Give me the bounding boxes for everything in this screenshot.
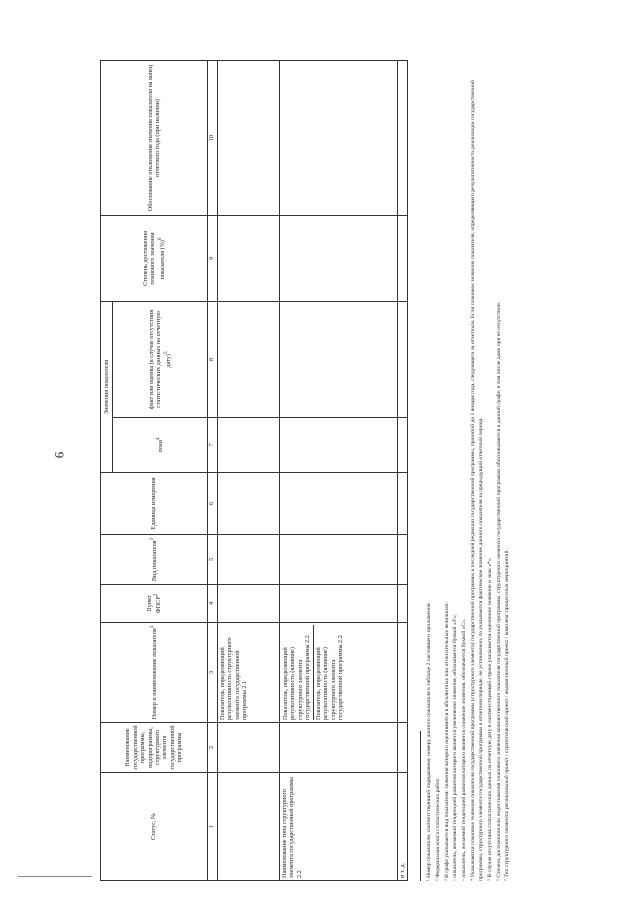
footnote: ⁶ Степень достижения или недостижения планового значения количественного показателя государственной программы, структурного элемента государственной программы обосновывается в данной графе, в том числе даже при ее отсутствии. <box>495 301 502 881</box>
column-number: 1 <box>208 773 218 881</box>
footnote: ⁷ Тип структурного элемента: региональный проект / стратегический проект / ведомственный проект / комплекс процессных мероприятий. <box>504 549 511 881</box>
cell-indicators <box>280 623 398 723</box>
header-deviation-reason: Обоснование отклонения значения показателя на конец отчетного года (при наличии) <box>101 60 208 215</box>
cell-status <box>218 773 280 881</box>
footnotes <box>420 61 512 881</box>
indicator-entry: Показатель, определяющий результативность (влияние) структурного элемента государственной программы 2.2 <box>281 625 314 720</box>
column-number: 4 <box>208 585 218 623</box>
header-indicator-values: Значения показателя <box>101 301 113 472</box>
column-number: 10 <box>208 60 218 215</box>
footnote: - показатель, желаемой тенденцией развития которого является снижение значения, обозначается буквой «С». <box>461 618 468 881</box>
column-number: 7 <box>208 418 218 473</box>
header-status: Статус, № <box>101 773 208 881</box>
footnote: - показатель, желаемой тенденцией развития которого является увеличение значения, обозначается буквой «У»; <box>452 614 459 881</box>
cell-etc: и т. д. <box>398 773 408 881</box>
cell-program <box>218 723 280 773</box>
table-row <box>280 60 398 880</box>
page-edge-line <box>18 876 92 877</box>
footnote: ³ В графе указывается вид показателя: значения которого оцениваются в абсолютных или относительных величинах: <box>443 602 450 881</box>
column-number: 5 <box>208 535 218 585</box>
footnote-separator <box>420 731 421 881</box>
indicators-table <box>100 60 408 881</box>
page-number: 6 <box>51 451 67 459</box>
header-indicator-type: Вид показателя$^3$ <box>101 535 208 585</box>
column-numbers-row <box>208 60 218 880</box>
header-program-name: Наименование государственной программы, подпрограммы, структурного элемента государственной программы <box>101 723 208 773</box>
footnote: ⁴ Указываются плановые значения показателя государственной программы (структурного элемента) государственной программы в последней редакции государственной программы, принятой до 1 января года, следующего за отчетным. Если плановое значение показателя, определяющего результативность реализации государственной программы, структурного элемента государственной программы в отчетном периоде, не установлено, то указывается фактическое значение данного показателя за предыдущий отчетный период. <box>469 80 485 881</box>
header-plan: план$^4$ <box>113 418 208 473</box>
column-number: 3 <box>208 623 218 723</box>
header-fact: факт или оценка (в случае отсутствия статистических данных на отчетную дату)$^5$ <box>113 301 208 417</box>
cell-indicator: Показатель, определяющий результативность структурного элемента государственной программы 2.1 <box>218 623 280 723</box>
cell-status: Наименование типа структурного элемента государственной программы 2.2 <box>280 773 398 881</box>
footnote: ¹ Номер показателя, соответствующий порядковому номеру данного показателя в таблице 2 настоящего приложения. <box>426 602 433 881</box>
header-indicator-name: Номер и наименование показателя$^1$ <box>101 623 208 723</box>
column-number: 8 <box>208 301 218 417</box>
column-number: 9 <box>208 215 218 301</box>
table-row <box>218 60 280 880</box>
header-fpsr: Пункт ФПСР$^2$ <box>101 585 208 623</box>
table-row <box>398 60 408 880</box>
cell-program <box>280 723 398 773</box>
header-unit: Единица измерения <box>101 473 208 535</box>
footnote: ² Федеральная книга статистических работ. <box>435 777 442 881</box>
header-achievement-degree: Степень достижения планового значения показателя (%)$^6$ <box>101 215 208 301</box>
indicator-entry: Показатель, определяющий результативность (влияние) структурного элемента государственной программы 2.2 <box>314 635 345 720</box>
footnote: ⁵ В случае отсутствия статистических данных на отчетную дату в соответствующей строке указывается оценочное значение и знак «*». <box>487 556 494 881</box>
column-number: 6 <box>208 473 218 535</box>
rotated-document-content <box>100 61 630 881</box>
column-number: 2 <box>208 723 218 773</box>
